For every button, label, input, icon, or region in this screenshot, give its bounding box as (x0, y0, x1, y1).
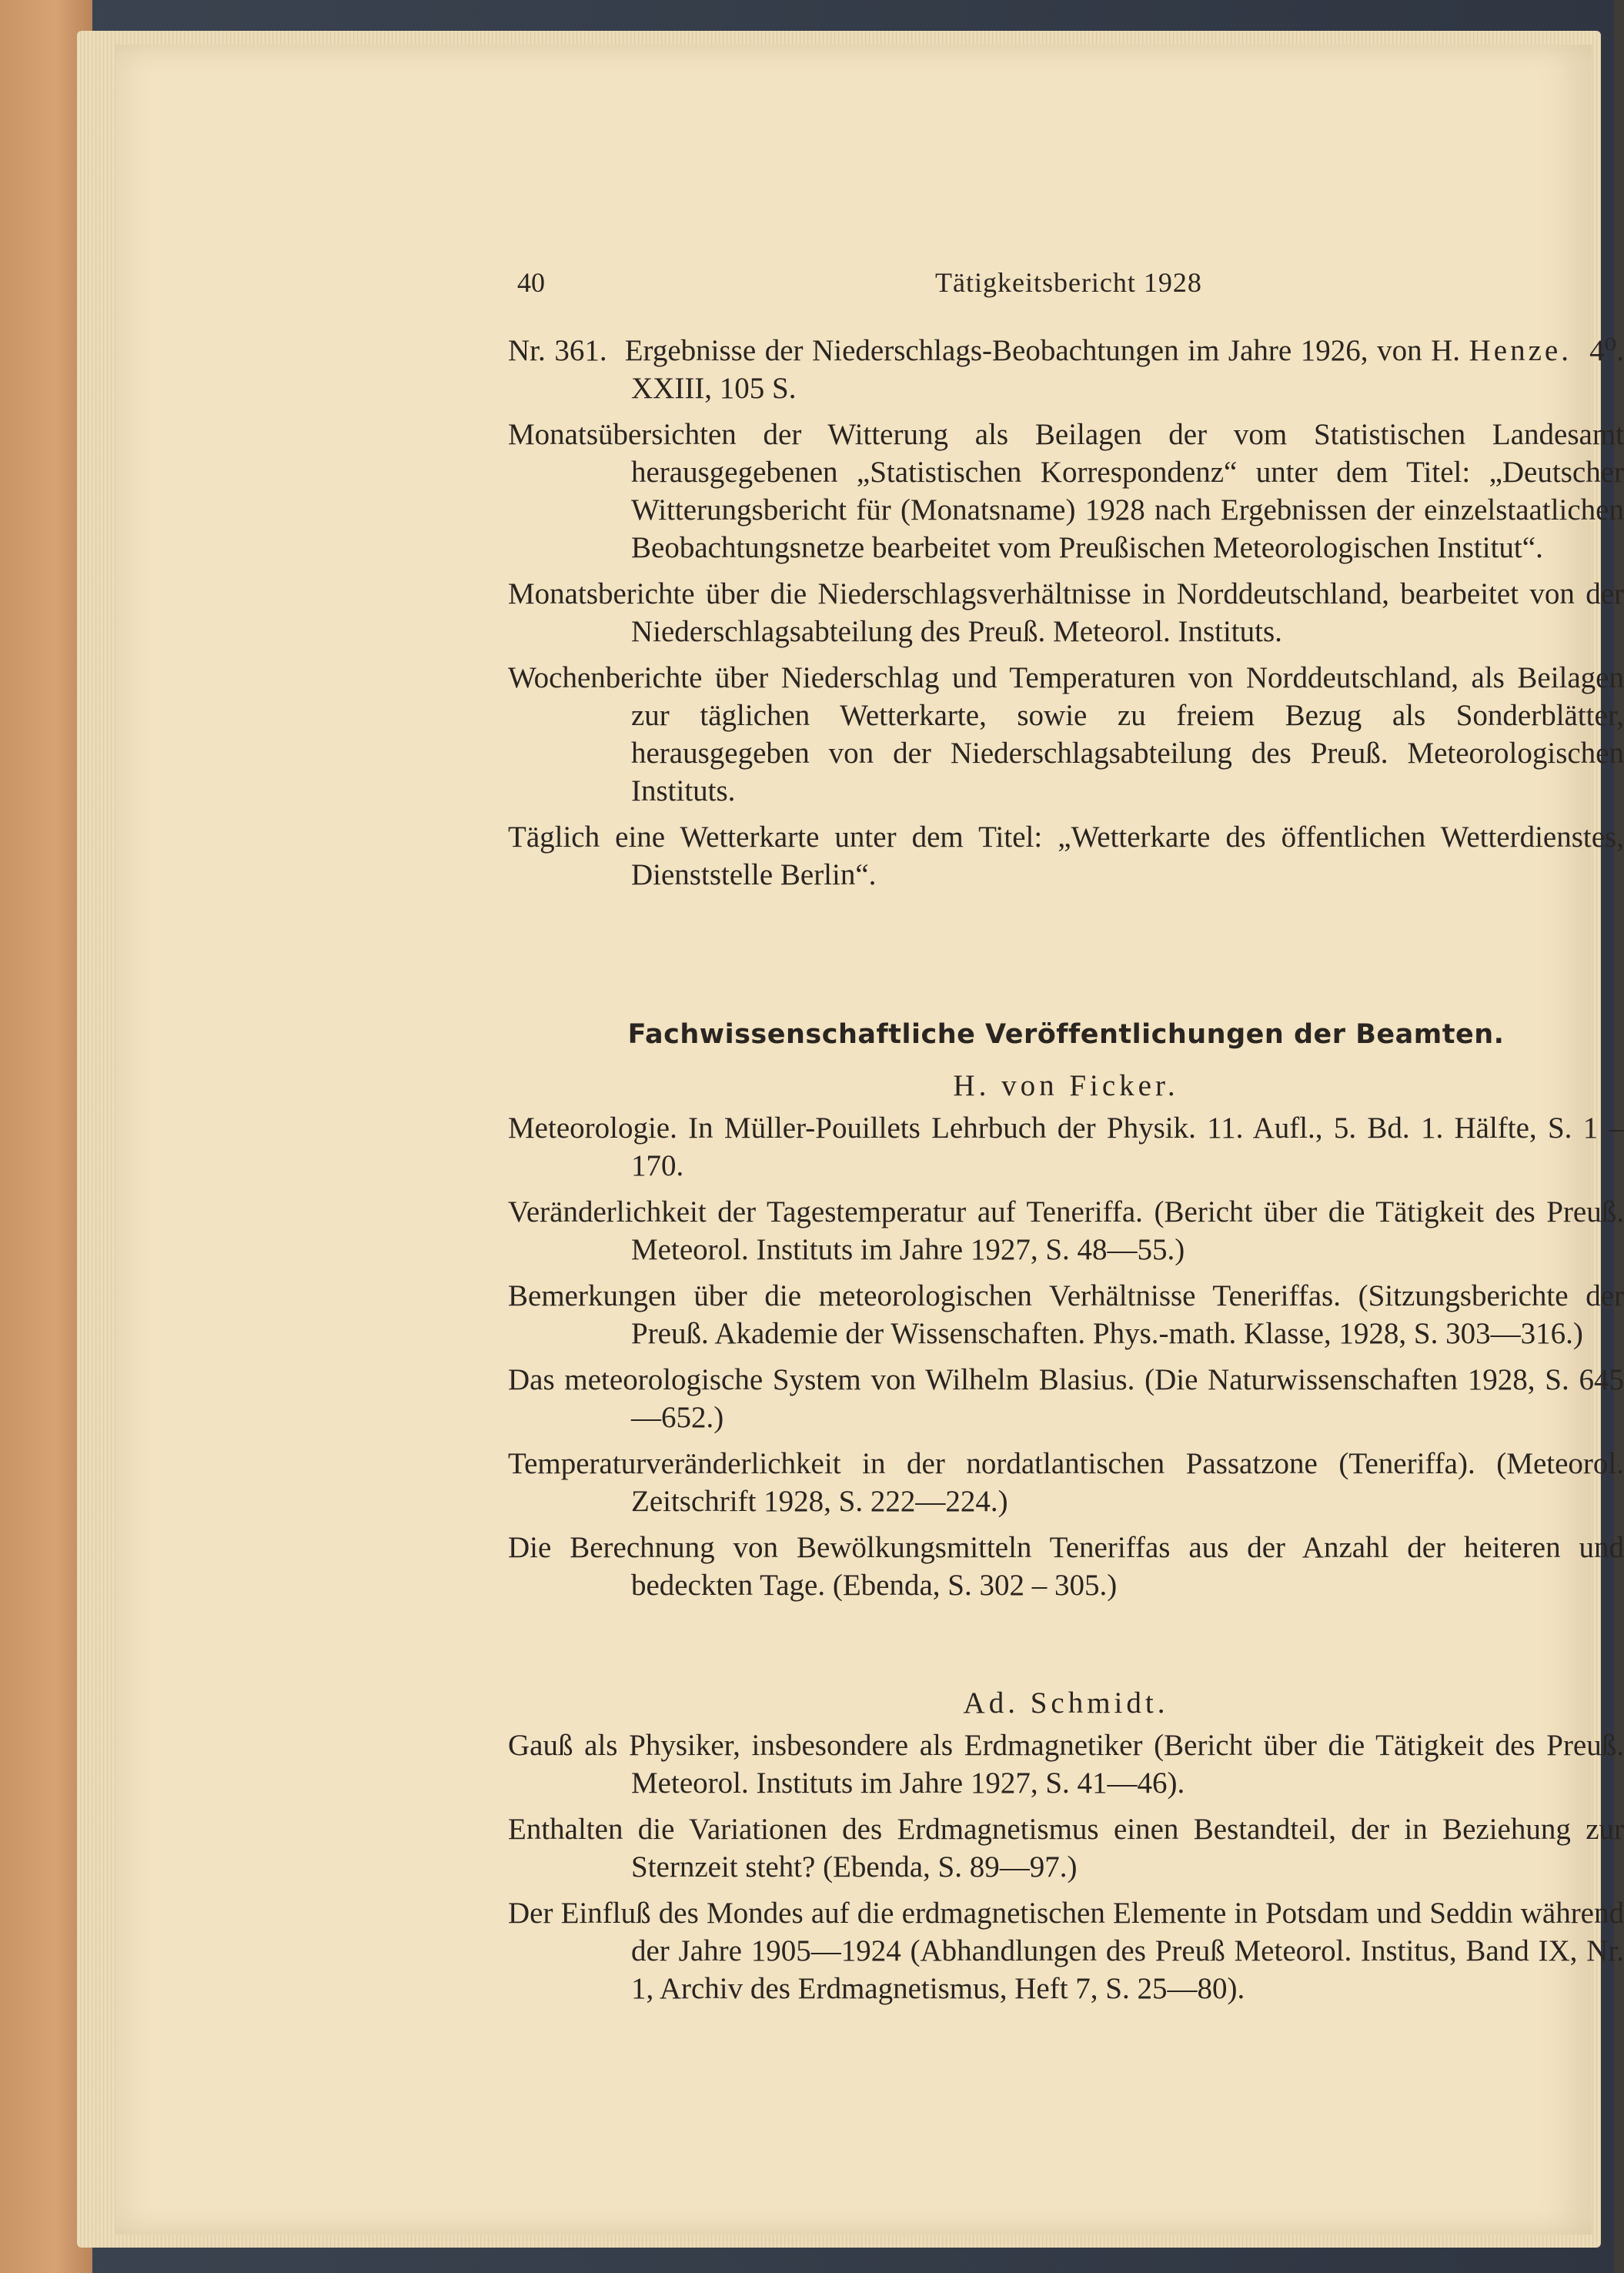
list-item: Veränderlichkeit der Tagestemperatur auf Teneriffa. (Bericht über die Tätigkeit des Preuß. Meteorol. Instituts im Jahre 1927, S. 48—55.) (508, 1195, 1624, 1266)
list-item: Gauß als Physiker, insbesondere als Erdmagnetiker (Bericht über die Tätigkeit des Preuß. Meteorol. Instituts im Jahre 1927, S. 41—46). (508, 1729, 1624, 1800)
author-section-ficker (508, 1067, 1624, 1613)
list-item: Wochenberichte über Niederschlag und Temperaturen von Norddeutschland, als Beilagen zur täglichen Wetterkarte, sowie zu freiem Bezug als Sonderblätter, herausgegeben von der Niederschlagsabteilung des Preuß. Meteorologischen Instituts. (508, 661, 1624, 807)
running-title: Tätigkeitsbericht 1928 (935, 267, 1202, 298)
list-item: Bemerkungen über die meteorologischen Verhältnisse Teneriffas. (Sitzungsberichte der Preuß. Akademie der Wissenschaften. Phys.-math. Klasse, 1928, S. 303—316.) (508, 1279, 1624, 1350)
entry-number: Nr. 361. (508, 334, 607, 367)
book-page (115, 45, 1624, 2235)
entry-361 (508, 332, 1624, 407)
entry-suffix: 4⁰. XXIII, 105 S. (631, 334, 1624, 405)
list-item: Monatsberichte über die Niederschlagsverhältnisse in Norddeutschland, bearbeitet von der Niederschlagsabteilung des Preuß. Meteorol. Instituts. (508, 577, 1624, 648)
section-heading: Fachwissenschaftliche Veröffentlichungen der Beamten. (627, 1019, 1505, 1050)
page-number: 40 (517, 267, 545, 298)
list-item: Das meteorologische System von Wilhelm Blasius. (Die Naturwissenschaften 1928, S. 645—652.) (508, 1363, 1624, 1434)
publications-list (508, 332, 1624, 902)
entry-author: Henze. (1469, 334, 1572, 367)
list-item: Der Einfluß des Mondes auf die erdmagnetischen Elemente in Potsdam und Seddin während der Jahre 1905—1924 (Abhandlungen des Preuß Meteorol. Institus, Band IX, Nr. 1, Archiv des Erdmagnetismus, Heft 7, S. 25—80). (508, 1897, 1624, 2005)
entry-text: Ergebnisse der Niederschlags-Beobachtungen im Jahre 1926, von H. (624, 334, 1461, 367)
list-item: Temperaturveränderlichkeit in der nordatlantischen Passatzone (Teneriffa). (Meteorol. Zeitschrift 1928, S. 222—224.) (508, 1447, 1624, 1518)
author-section-schmidt (508, 1684, 1624, 2016)
page-header (508, 264, 1624, 303)
list-item: Täglich eine Wetterkarte unter dem Titel: „Wetterkarte des öffentlichen Wetterdienstes, Dienststelle Berlin“. (508, 821, 1624, 891)
list-item: Meteorologie. In Müller-Pouillets Lehrbuch der Physik. 11. Aufl., 5. Bd. 1. Hälfte, S. 1 – 170. (508, 1111, 1624, 1182)
list-item: Monatsübersichten der Witterung als Beilagen der vom Statistischen Landesamt herausgegebenen „Statistischen Korrespondenz“ unter dem Titel: „Deutscher Witterungsbericht für (Monatsname) 1928 nach Ergebnissen der einzelstaatlichen Beobachtungsnetze bearbeitet vom Preußischen Meteorologischen Institut“. (508, 418, 1624, 564)
author-name: Ad. Schmidt. (963, 1686, 1169, 1720)
list-item: Die Berechnung von Bewölkungsmitteln Teneriffas aus der Anzahl der heiteren und bedeckten Tage. (Ebenda, S. 302 – 305.) (508, 1531, 1624, 1602)
list-item: Enthalten die Variationen des Erdmagnetismus einen Bestandteil, der in Beziehung zur Sternzeit steht? (Ebenda, S. 89—97.) (508, 1813, 1624, 1884)
author-name: H. von Ficker. (953, 1069, 1179, 1102)
staff-publications (508, 1016, 1624, 1054)
